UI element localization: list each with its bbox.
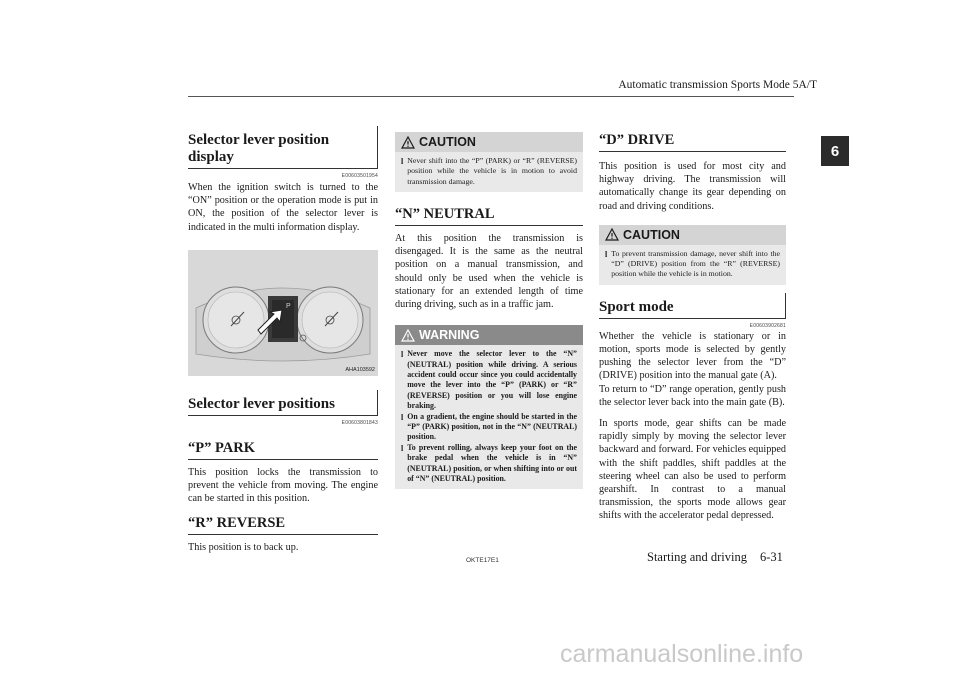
- warning-title: WARNING: [419, 328, 480, 343]
- header-rule: [188, 96, 794, 97]
- heading-selector-display: Selector lever position display: [188, 132, 378, 169]
- warning-text: Never move the selector lever to the “N” (NEUTRAL) position while driving. A serious accident could occur since you could accidentally move the lever into the “P” (PARK) or “R” (REVERSE) position or you will lose engine braking.: [407, 349, 577, 411]
- page-header-title: Automatic transmission Sports Mode 5A/T: [618, 79, 817, 91]
- caution-item: [605, 249, 780, 280]
- heading-park: “P” PARK: [188, 440, 378, 460]
- text-park: This position locks the transmission to prevent the vehicle from moving. The engine can be started in this position.: [188, 466, 378, 505]
- heading-selector-positions: Selector lever positions: [188, 396, 378, 416]
- column-left: [188, 132, 378, 555]
- bullet-icon: l: [401, 443, 404, 453]
- heading-sport-mode: Sport mode: [599, 299, 786, 319]
- text-reverse: This position is to back up.: [188, 542, 299, 554]
- warning-header: [395, 325, 583, 345]
- code-selector-display: E00603501954: [341, 173, 378, 179]
- warning-text: To prevent rolling, always keep your foot on the brake pedal when the vehicle is in “N” (NEUTRAL) position, or when shifting into or out of “N” (NEUTRAL) position.: [407, 442, 577, 483]
- footer-page-number: 6-31: [760, 550, 783, 564]
- column-middle: [395, 132, 583, 489]
- figure-instrument-cluster: [188, 250, 378, 376]
- figure-label: AHA103592: [345, 366, 375, 373]
- caution-header: [599, 225, 786, 245]
- caution-item: [401, 156, 577, 187]
- warning-item: [401, 443, 577, 485]
- chapter-tab: 6: [821, 136, 849, 166]
- footer-section-name: Starting and driving: [647, 550, 747, 564]
- heading-neutral: “N” NEUTRAL: [395, 206, 583, 226]
- warning-triangle-icon: [401, 329, 415, 342]
- warning-item: [401, 349, 577, 411]
- heading-drive: “D” DRIVE: [599, 132, 786, 152]
- caution-text: Never shift into the “P” (PARK) or “R” (REVERSE) position while the vehicle is in motion to avoid transmission damage.: [407, 156, 577, 186]
- heading-reverse: “R” REVERSE: [188, 515, 378, 535]
- caution-title: CAUTION: [419, 135, 476, 149]
- warning-text: On a gradient, the engine should be started in the “P” (PARK) position, not in the “N” (NEUTRAL) position.: [407, 411, 577, 442]
- text-selector-display: When the ignition switch is turned to the “ON” position or the operation mode is put in ON, the position of the selector lever is indicated in the multi information display.: [188, 182, 378, 233]
- bullet-icon: l: [401, 157, 404, 166]
- bullet-icon: l: [605, 249, 608, 259]
- caution-text: To prevent transmission damage, never shift into the “D” (DRIVE) position from the “R” (REVERSE) position while the vehicle is in motion.: [611, 248, 780, 279]
- column-right: [599, 132, 786, 523]
- code-sport-mode: E00603902681: [749, 322, 786, 329]
- text-drive: This position is used for most city and highway driving. The transmission will automatically change its gear depending on road and driving conditions.: [599, 161, 786, 212]
- bullet-icon: l: [401, 350, 404, 360]
- bullet-icon: l: [401, 412, 404, 422]
- warning-box-neutral: [395, 325, 583, 489]
- text-neutral: At this position the transmission is disengaged. It is the same as the neutral position on a manual transmission, and should only be used when the vehicle is stationary for an extended length of time during driving, such as in a traffic jam.: [395, 232, 583, 310]
- caution-triangle-icon: [401, 136, 415, 149]
- text-sport-mode-3: In sports mode, gear shifts can be made rapidly simply by moving the selector lever backward and forward. For vehicles equipped with the shift paddles, shift paddles at the steering wheel can also be used to perform gearshift. In contrast to a manual transmission, the sports mode allows gear shifts with the accelerator pedal depressed.: [599, 417, 786, 522]
- caution-header: [395, 132, 583, 152]
- figure-gear-indicator: P: [286, 302, 291, 310]
- caution-box-shift: [395, 132, 583, 192]
- caution-title: CAUTION: [623, 227, 680, 242]
- warning-item: [401, 412, 577, 443]
- footer-doc-code: OKTE17E1: [466, 557, 499, 564]
- caution-box-drive: [599, 225, 786, 285]
- code-selector-positions: E00603801843: [341, 419, 378, 426]
- watermark-text: carmanualsonline.info: [560, 640, 804, 668]
- text-sport-mode-1: Whether the vehicle is stationary or in motion, sports mode is selected by gently pushing the selector lever from the “D” (DRIVE) position into the manual gate (A).: [599, 330, 786, 382]
- text-sport-mode-2: To return to “D” range operation, gently push the selector lever back into the main gate (B).: [599, 383, 786, 408]
- caution-triangle-icon: [605, 228, 619, 241]
- instrument-cluster-illustration: [188, 250, 378, 376]
